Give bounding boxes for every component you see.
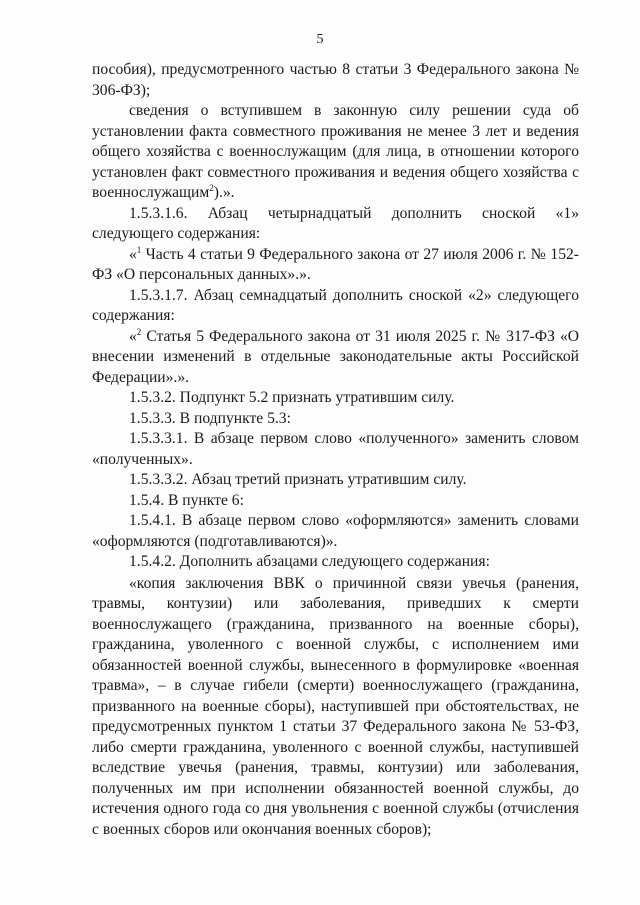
paragraph-text-end: ).». <box>213 184 235 201</box>
paragraph-text: 1.5.4. В пункте 6: <box>129 491 244 509</box>
paragraph-text: 1.5.4.2. Дополнить абзацами следующего содержания: <box>129 553 490 570</box>
quote-open: « <box>129 245 137 263</box>
paragraph-text: пособия), предусмотренного частью 8 статьи 3 Федерального закона № 306-ФЗ); <box>92 61 579 99</box>
paragraph-11 <box>92 491 579 512</box>
paragraph-10 <box>92 470 579 491</box>
paragraph-5 <box>92 286 579 327</box>
paragraph-13 <box>92 552 579 573</box>
paragraph-text: «копия заключения ВВК о причинной связи увечья (ранения, травмы, контузии) или заболевания, приведших к смерти военнослужащего (гражданина, призванного на военные сборы), гражданина, уволенного с военной службы, с исполнением ими обязанностей военной службы, вынесенного в формулировке «военная травма», – в случае гибели (смерти) военнослужащего (гражданина, призванного на военные сборы), наступившей при обстоятельствах, не предусмотренных пунктом 1 статьи 37 Федерального закона № 53-ФЗ, либо смерти гражданина, уволенного с военной службы, наступившей вследствие увечья (ранения, травмы, контузии) или заболевания, полученных им при исполнении обязанностей военной службы, до истечения одного года со дня увольнения с военной службы (отчисления с военных сборов или окончания военных сборов); <box>92 574 579 838</box>
paragraph-text: 1.5.3.1.6. Абзац четырнадцатый дополнить сноской «1» следующего содержания: <box>92 204 579 242</box>
paragraph-9 <box>92 429 579 470</box>
footnote-mark: 2 <box>209 183 214 193</box>
paragraph-text: 1.5.3.3.1. В абзаце первом слово «полученного» заменить словом «полученных». <box>92 430 579 468</box>
footnote-mark: 1 <box>136 244 142 255</box>
paragraph-14 <box>92 574 579 841</box>
footnote-mark: 2 <box>136 326 142 337</box>
paragraph-4 <box>92 245 579 286</box>
paragraph-text: сведения о вступившем в законную силу решении суда об установлении факта совместного проживания не менее 3 лет и ведения общего хозяйства с военнослужащим (для лица, в отношении которого установлен факт совместного проживания и ведения общего хозяйства с военнослужащим <box>92 102 579 201</box>
paragraph-8 <box>92 409 579 430</box>
quote-open: « <box>129 327 137 345</box>
page-number: 5 <box>316 32 324 47</box>
paragraph-1 <box>92 60 579 101</box>
paragraph-text: 1.5.3.3.2. Абзац третий признать утратившим силу. <box>129 471 467 488</box>
document-body <box>92 60 579 840</box>
paragraph-6 <box>92 327 579 389</box>
paragraph-text: 1.5.4.1. В абзаце первом слово «оформляются» заменить словами «оформляются (подготавливаются)». <box>92 512 579 550</box>
paragraph-2 <box>92 101 579 204</box>
paragraph-text: 1.5.3.1.7. Абзац семнадцатый дополнить сноской «2» следующего содержания: <box>92 286 579 324</box>
paragraph-7 <box>92 388 579 409</box>
paragraph-text: Статья 5 Федерального закона от 31 июля 2025 г. № 317-ФЗ «О внесении изменений в отдельные законодательные акты Российской Федерации».». <box>92 327 579 386</box>
paragraph-text: Часть 4 статьи 9 Федерального закона от 27 июля 2006 г. № 152-ФЗ «О персональных данных».». <box>92 245 579 283</box>
paragraph-3 <box>92 204 579 245</box>
paragraph-text: 1.5.3.3. В подпункте 5.3: <box>129 409 291 427</box>
paragraph-12 <box>92 511 579 552</box>
paragraph-text: 1.5.3.2. Подпункт 5.2 признать утратившим силу. <box>129 389 455 406</box>
